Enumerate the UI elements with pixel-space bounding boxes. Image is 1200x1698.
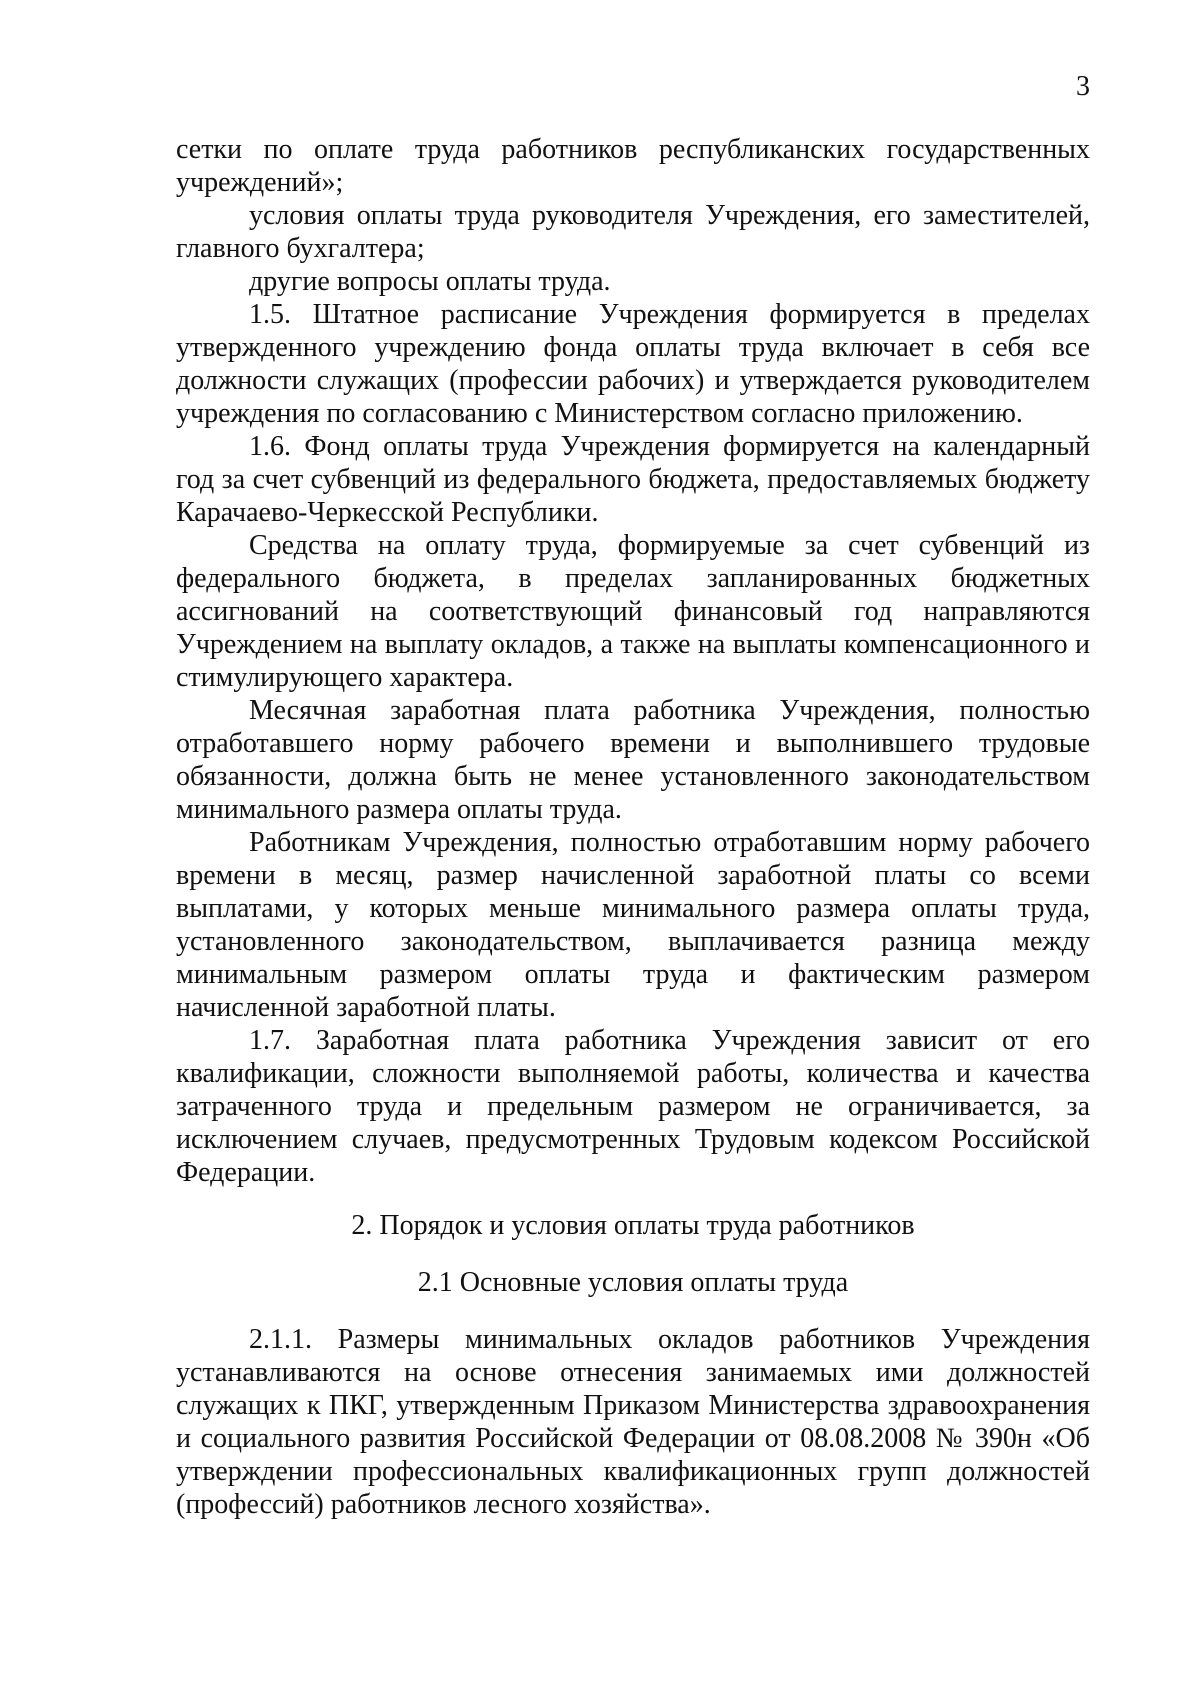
paragraph: 1.6. Фонд оплаты труда Учреждения формируется на календарный год за счет субвенций из федерального бюджета, предоставляемых бюджету Карачаево-Черкесской Республики.	[176, 431, 1090, 528]
page-number: 3	[1076, 71, 1090, 102]
paragraph: сетки по оплате труда работников республиканских государственных учреждений»;	[176, 134, 1090, 198]
section-heading: 2. Порядок и условия оплаты труда работников	[351, 1210, 915, 1241]
paragraph: Месячная заработная плата работника Учреждения, полностью отработавшего норму рабочего времени и выполнившего трудовые обязанности, должна быть не менее установленного законодательством минимального размера оплаты труда.	[176, 695, 1090, 825]
paragraph: 2.1.1. Размеры минимальных окладов работников Учреждения устанавливаются на основе отнесения занимаемых ими должностей служащих к ПКГ, утвержденным Приказом Министерства здравоохранения и социального развития Российской Федерации от 08.08.2008 № 390н «Об утверждении профессиональных квалификационных групп должностей (профессий) работников лесного хозяйства».	[176, 1324, 1090, 1520]
paragraph: Средства на оплату труда, формируемые за счет субвенций из федерального бюджета, в пределах запланированных бюджетных ассигнований на соответствующий финансовый год направляются Учреждением на выплату окладов, а также на выплаты компенсационного и стимулирующего характера.	[176, 530, 1090, 693]
paragraph: Работникам Учреждения, полностью отработавшим норму рабочего времени в месяц, размер начисленной заработной платы со всеми выплатами, у которых меньше минимального размера оплаты труда, установленного законодательством, выплачивается разница между минимальным размером оплаты труда и фактическим размером начисленной заработной платы.	[176, 827, 1090, 1023]
paragraph: другие вопросы оплаты труда.	[249, 266, 611, 297]
paragraph: 1.5. Штатное расписание Учреждения формируется в пределах утвержденного учреждению фонда оплаты труда включает в себя все должности служащих (профессии рабочих) и утверждается руководителем учреждения по согласованию с Министерством согласно приложению.	[176, 299, 1090, 429]
document-body	[176, 133, 1090, 1521]
paragraph: 1.7. Заработная плата работника Учреждения зависит от его квалификации, сложности выполняемой работы, количества и качества затраченного труда и предельным размером не ограничивается, за исключением случаев, предусмотренных Трудовым кодексом Российской Федерации.	[176, 1025, 1090, 1188]
paragraph: условия оплаты труда руководителя Учреждения, его заместителей, главного бухгалтера;	[176, 200, 1090, 264]
subsection-heading: 2.1 Основные условия оплаты труда	[417, 1267, 849, 1298]
